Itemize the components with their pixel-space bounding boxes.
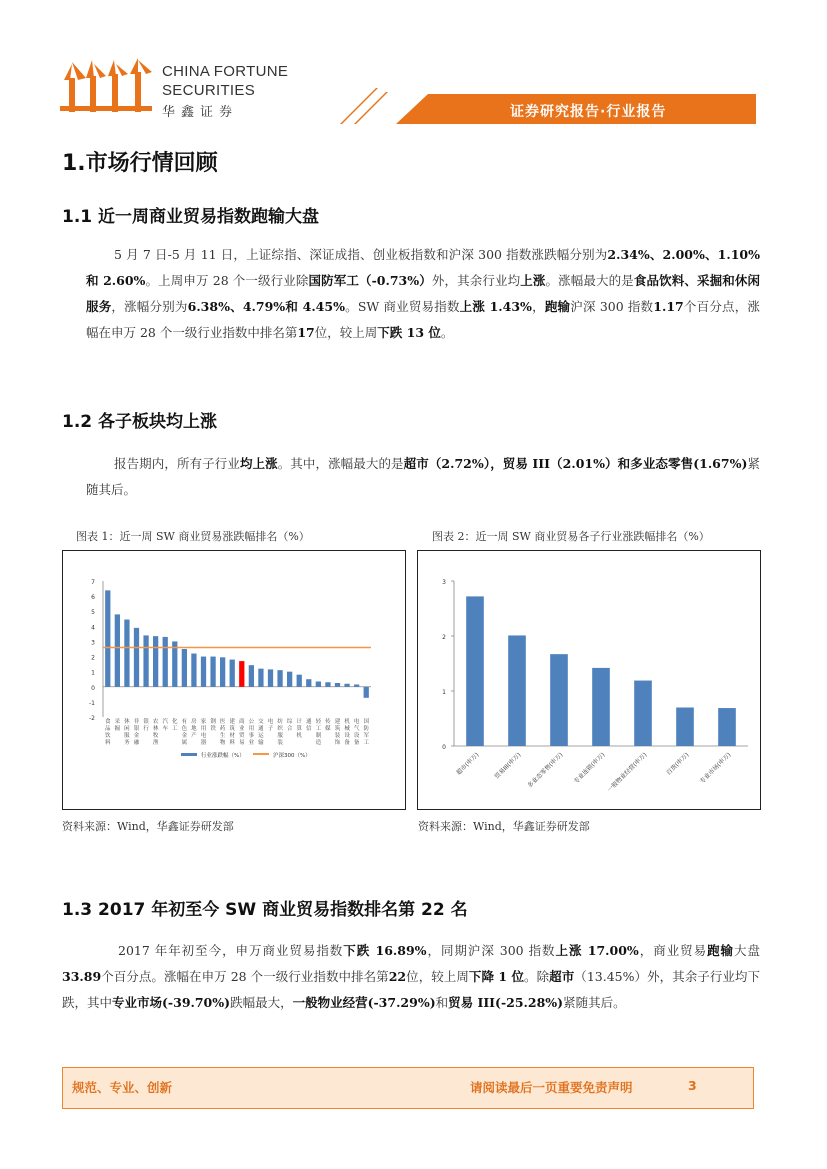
category-label: 家	[200, 719, 207, 725]
footer-slogan: 规范、专业、创新	[72, 1080, 173, 1095]
category-label: 器	[200, 740, 207, 746]
y-tick-label: 3	[442, 579, 446, 586]
category-label: 防	[363, 726, 369, 732]
category-label: 机	[344, 719, 350, 725]
category-label: 林	[152, 726, 159, 732]
bar-食品饮料	[105, 590, 110, 686]
category-label: 药	[219, 726, 226, 732]
category-label: 闲	[124, 726, 130, 732]
category-label: 媒	[325, 726, 331, 732]
category-label: 色	[181, 726, 188, 732]
category-label: 饮	[105, 733, 111, 739]
bar-机械设备	[344, 684, 349, 687]
bar-银行	[143, 635, 148, 686]
category-label: 电	[267, 719, 274, 725]
category-label: 通	[258, 726, 264, 732]
category-label: 融	[133, 740, 140, 746]
subsection-title-1-3: 1.3 2017 年初至今 SW 商业贸易指数排名第 22 名	[62, 900, 468, 920]
category-label: 物	[219, 740, 226, 746]
company-logo-icon	[56, 56, 156, 120]
category-label: 铁	[210, 726, 216, 732]
category-label: 装	[277, 740, 283, 746]
bar-建筑装饰	[335, 683, 340, 687]
category-label: 机	[296, 733, 302, 739]
category-label: 属	[181, 740, 188, 746]
category-label: 传	[325, 719, 331, 725]
category-label: 一般物业经营(申万)	[606, 751, 649, 794]
category-label: 食	[105, 719, 111, 725]
category-label: 贸	[239, 733, 245, 739]
y-tick-label: 5	[91, 609, 95, 617]
bar-国防军工	[364, 687, 369, 698]
y-tick-label: 0	[442, 744, 446, 751]
category-label: 工	[315, 726, 322, 732]
bar-商业贸易	[239, 661, 244, 687]
y-tick-label: 1	[442, 689, 446, 696]
y-tick-label: 2	[91, 654, 95, 662]
category-label: 子	[267, 726, 274, 732]
bar-钢铁	[210, 657, 215, 687]
logo-en-line2: SECURITIES	[162, 82, 256, 99]
logo-en-line1: CHINA FORTUNE	[162, 63, 289, 80]
bar-百货(申万)	[676, 708, 694, 747]
bar-有色金属	[182, 649, 187, 687]
bar-轻工制造	[316, 681, 321, 686]
bar-超市(申万)	[466, 596, 484, 746]
bar-专业市场(申万)	[718, 708, 736, 746]
figure-1-source: 资料来源：Wind，华鑫证券研发部	[62, 820, 234, 833]
category-label: 地	[191, 726, 197, 732]
category-label: 有	[181, 719, 188, 725]
bar-专业连锁(申万)	[592, 668, 610, 746]
category-label: 化	[172, 719, 178, 725]
category-label: 算	[296, 726, 302, 732]
bar-电子	[268, 669, 273, 686]
category-label: 气	[353, 726, 360, 732]
bar-医药生物	[220, 657, 225, 686]
category-label: 备	[344, 740, 350, 746]
chart-1-frame	[62, 550, 406, 810]
chart-2-frame	[417, 550, 761, 810]
category-label: 国	[363, 719, 369, 725]
category-label: 易	[239, 740, 245, 746]
category-label: 输	[258, 740, 264, 746]
bar-交通运输	[258, 669, 263, 687]
category-label: 非	[133, 719, 140, 725]
category-label: 钢	[210, 719, 216, 725]
category-label: 通	[306, 719, 312, 725]
category-label: 产	[191, 733, 197, 739]
category-label: 军	[363, 733, 369, 739]
category-label: 牧	[152, 733, 159, 739]
bar-一般物业经营(申万)	[634, 681, 652, 746]
category-label: 休	[124, 719, 130, 725]
bar-汽车	[163, 637, 168, 687]
bar-公用事业	[249, 665, 254, 687]
category-label: 多业态零售(申万)	[526, 751, 565, 790]
category-label: 料	[105, 740, 111, 746]
category-label: 轻	[315, 719, 322, 725]
category-label: 采	[114, 719, 121, 725]
bar-农林牧渔	[153, 636, 158, 687]
paragraph-1-1: 5 月 7 日-5 月 11 日，上证综指、深证成指、创业板指数和沪深 300 指数涨跌幅分别为2.34%、2.00%、1.10%和 2.60%。上周申万 28 个一级行业除国防军工（-0.73%）外，其余行业均上涨。涨幅最大的是食品饮料、采掘和休闲服务，涨幅分别为6.38%、4.79%和 4.45%。SW 商业贸易指数上涨 1.43%，跑输沪深 300 指数1.17个百分点，涨幅在申万 28 个一级行业指数中排名第17位，较上周下跌 13 位。	[86, 247, 760, 340]
category-label: 筑	[229, 726, 235, 732]
category-label: 建	[229, 719, 235, 725]
category-label: 造	[315, 740, 322, 746]
category-label: 公	[248, 719, 255, 725]
category-label: 业	[239, 726, 245, 732]
category-label: 掘	[114, 726, 121, 732]
category-label: 车	[162, 726, 168, 732]
legend-label-hs300: 沪深300（%）	[273, 753, 311, 759]
y-tick-label: -1	[89, 699, 95, 707]
y-tick-label: 0	[91, 684, 95, 692]
subsection-title-1-1: 1.1 近一周商业贸易指数跑输大盘	[62, 207, 320, 227]
category-label: 电	[200, 733, 207, 739]
bar-家用电器	[201, 657, 206, 687]
category-label: 设	[353, 733, 360, 739]
category-label: 务	[124, 740, 130, 746]
footer-disclaimer-link[interactable]: 请阅读最后一页重要免责声明	[470, 1080, 633, 1095]
category-label: 房	[191, 719, 197, 725]
category-label: 工	[363, 740, 369, 746]
category-label: 渔	[152, 740, 159, 746]
paragraph-1-2: 报告期内，所有子行业均上涨。其中，涨幅最大的是超市（2.72%），贸易 III（2.01%）和多业态零售(1.67%)紧随其后。	[86, 456, 760, 497]
bar-非银金融	[134, 628, 139, 687]
category-label: 金	[181, 733, 188, 739]
logo-text-en	[162, 62, 288, 100]
bar-传媒	[325, 682, 330, 687]
bar-贸易III(申万)	[508, 635, 526, 746]
figure-2-caption: 图表 2：近一周 SW 商业贸易各子行业涨跌幅排名（%）	[432, 530, 710, 543]
category-label: 用	[200, 726, 207, 732]
category-label: 贸易III(申万)	[493, 751, 523, 781]
category-label: 银	[133, 726, 140, 732]
y-tick-label: 2	[442, 634, 446, 641]
report-type-banner: 证券研究报告·行业报告	[510, 104, 667, 120]
y-tick-label: 3	[91, 639, 95, 647]
bar-计算机	[297, 675, 302, 687]
category-label: 设	[344, 733, 350, 739]
subsection-title-1-2: 1.2 各子板块均上涨	[62, 412, 218, 432]
category-label: 服	[277, 733, 283, 739]
category-label: 备	[353, 740, 360, 746]
bar-纺织服装	[277, 670, 282, 687]
category-label: 料	[229, 740, 235, 746]
legend-swatch-hs300	[253, 753, 269, 755]
category-label: 装	[334, 733, 341, 739]
category-label: 超市(申万)	[455, 751, 481, 777]
category-label: 汽	[162, 719, 168, 725]
y-tick-label: 6	[91, 594, 95, 602]
legend-swatch-industry	[181, 753, 197, 756]
category-label: 银	[143, 719, 149, 725]
bar-电气设备	[354, 685, 359, 687]
bar-多业态零售(申万)	[550, 654, 568, 746]
bar-休闲服务	[124, 620, 129, 687]
category-label: 建	[334, 719, 341, 725]
category-label: 饰	[334, 740, 341, 746]
category-label: 械	[344, 726, 350, 732]
category-label: 综	[286, 719, 293, 725]
legend-label-industry: 行业涨跌幅（%）	[201, 753, 245, 759]
category-label: 用	[248, 726, 255, 732]
y-tick-label: 1	[91, 669, 95, 677]
category-label: 医	[219, 719, 226, 725]
category-label: 行	[143, 726, 149, 732]
logo-text-cn: 华鑫证券	[162, 105, 239, 120]
category-label: 农	[152, 719, 159, 725]
category-label: 电	[353, 719, 360, 725]
category-label: 商	[239, 719, 245, 725]
figure-1-caption: 图表 1：近一周 SW 商业贸易涨跌幅排名（%）	[76, 530, 310, 543]
category-label: 金	[133, 733, 140, 739]
category-label: 筑	[334, 726, 341, 732]
category-label: 信	[306, 726, 312, 732]
category-label: 专业连锁(申万)	[572, 751, 607, 786]
bar-通信	[306, 679, 311, 687]
paragraph-1-3: 2017 年年初至今，申万商业贸易指数下跌 16.89%，同期沪深 300 指数上涨 17.00%，商业贸易跑输大盘33.89个百分点。涨幅在申万 28 个一级行业指数中排名第22位，较上周下降 1 位。除超市（13.45%）外，其余子行业均下跌，其中专业市场(-39.70%)跌幅最大，一般物业经营(-37.29%)和贸易 III(-25.28%)紧随其后。	[62, 943, 760, 1010]
category-label: 专业市场(申万)	[698, 751, 733, 786]
category-label: 交	[258, 719, 264, 725]
category-label: 生	[219, 733, 226, 739]
category-label: 品	[105, 726, 111, 732]
category-label: 制	[315, 733, 322, 739]
bar-采掘	[115, 614, 120, 686]
category-label: 服	[124, 733, 130, 739]
category-label: 运	[258, 733, 264, 739]
y-tick-label: -2	[89, 715, 95, 722]
page-number: 3	[688, 1078, 697, 1093]
category-label: 材	[229, 733, 235, 739]
bar-建筑材料	[230, 660, 235, 687]
category-label: 织	[277, 726, 283, 732]
category-label: 计	[296, 719, 302, 725]
chart-2	[418, 551, 760, 809]
bar-综合	[287, 672, 292, 687]
category-label: 事	[248, 733, 255, 739]
section-title: 1.市场行情回顾	[62, 151, 218, 176]
category-label: 工	[172, 726, 178, 732]
category-label: 百货(申万)	[665, 751, 691, 777]
bar-房地产	[191, 654, 196, 687]
figure-2-source: 资料来源：Wind，华鑫证券研发部	[418, 820, 590, 833]
category-label: 业	[248, 740, 255, 746]
category-label: 纺	[277, 719, 283, 725]
y-tick-label: 7	[91, 579, 95, 586]
category-label: 合	[286, 726, 293, 732]
y-tick-label: 4	[91, 624, 95, 632]
chart-1	[63, 551, 405, 809]
